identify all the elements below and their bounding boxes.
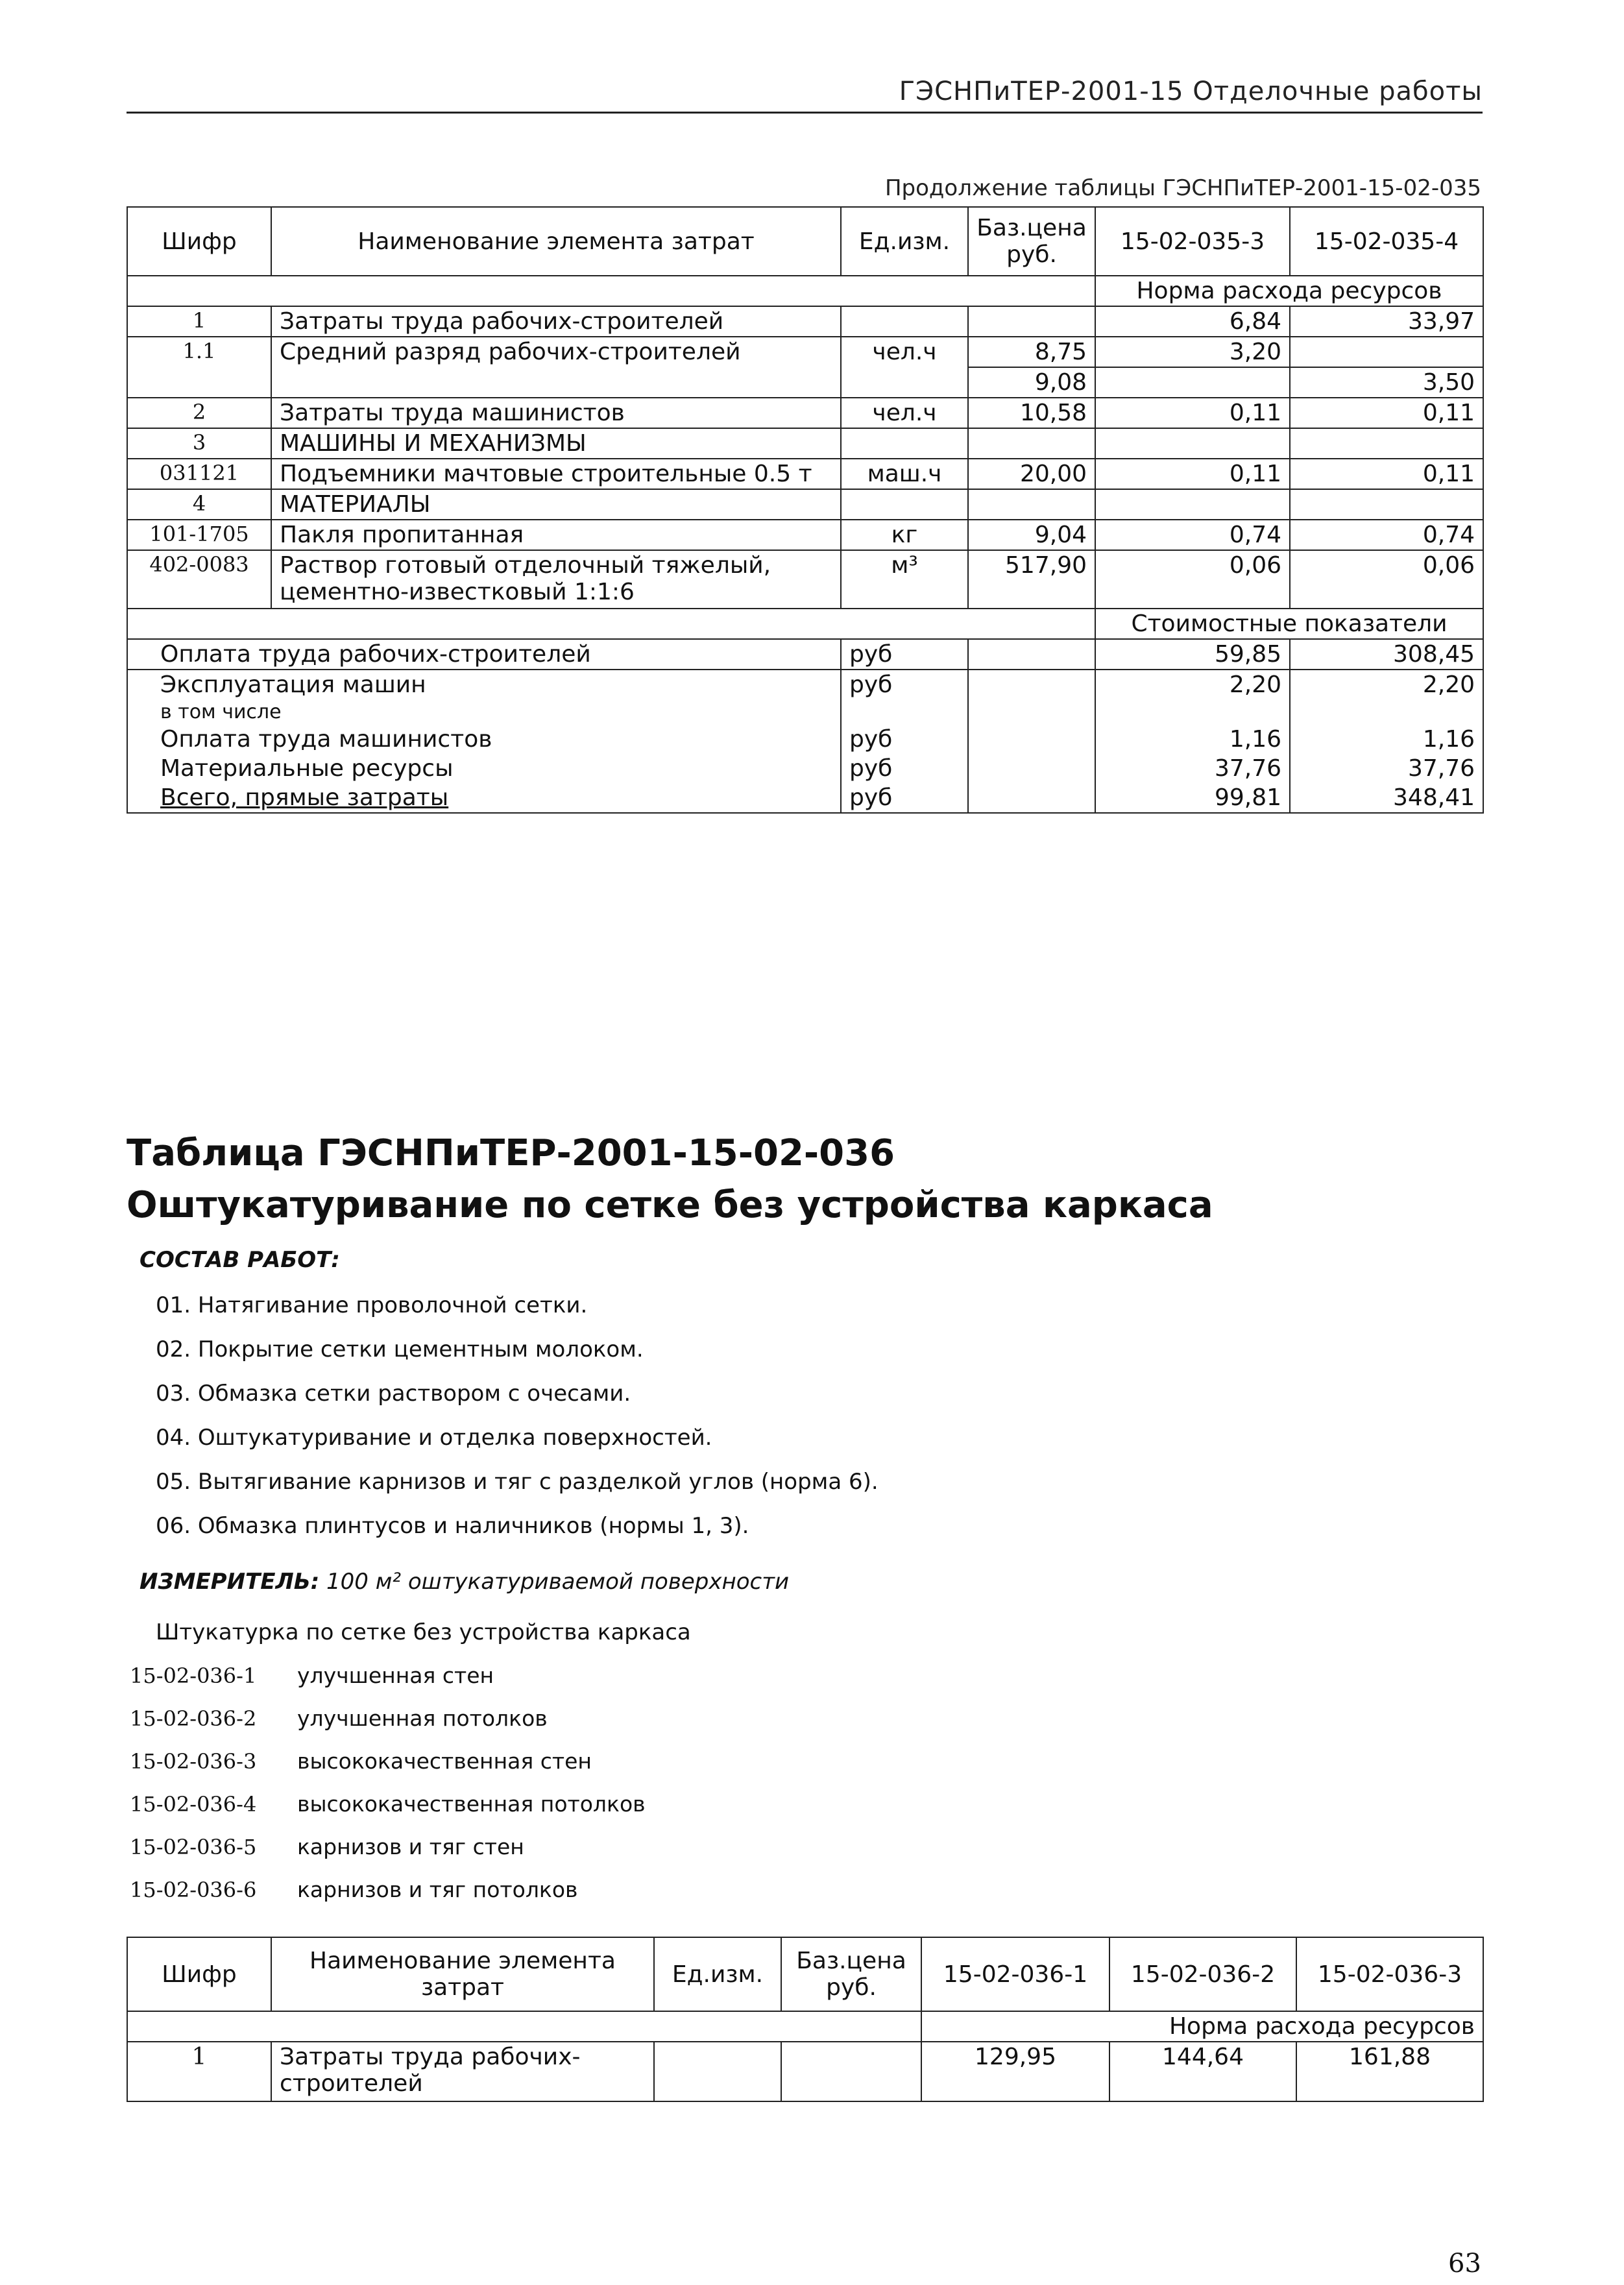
cell-code: 1 xyxy=(127,306,271,337)
col-header-name: Наименование элемента затрат xyxy=(271,1937,654,2011)
resource-table-035 xyxy=(127,206,1484,814)
cell-unit: маш.ч xyxy=(841,459,968,489)
cell-name: МАШИНЫ И МЕХАНИЗМЫ xyxy=(271,428,841,459)
cell-name: Средний разряд рабочих-строителей xyxy=(271,337,841,367)
cell-code: 031121 xyxy=(127,459,271,489)
variant-code: 15-02-036-4 xyxy=(130,1792,257,1817)
list-item xyxy=(130,1697,646,1740)
variant-label: высококачественная потолков xyxy=(297,1791,646,1817)
work-composition-list xyxy=(156,1283,879,1548)
table-title: Таблица ГЭСНПиТЕР-2001-15-02-036 xyxy=(127,1132,895,1174)
cell-value: 33,97 xyxy=(1290,306,1483,337)
cost-value: 1,16 xyxy=(1095,725,1290,754)
cell-code: 101-1705 xyxy=(127,520,271,550)
cell-unit xyxy=(654,2042,781,2101)
col-header-norm-2: 15-02-036-2 xyxy=(1109,1937,1296,2011)
variants-title: Штукатурка по сетке без устройства каркаса xyxy=(156,1619,691,1645)
cell-code: 3 xyxy=(127,428,271,459)
section-costs-label: Стоимостные показатели xyxy=(1095,609,1483,639)
table-row xyxy=(127,459,1483,489)
variant-code: 15-02-036-5 xyxy=(130,1835,257,1859)
variant-label: карнизов и тяг потолков xyxy=(297,1877,578,1902)
col-header-norm-2: 15-02-035-4 xyxy=(1290,207,1483,276)
cell-unit: чел.ч xyxy=(841,337,968,367)
cell-name: Подъемники мачтовые строительные 0.5 т xyxy=(271,459,841,489)
section-resources-label: Норма расхода ресурсов xyxy=(1095,276,1483,306)
cost-value xyxy=(1095,699,1290,725)
cost-unit: руб xyxy=(841,783,968,813)
cell-value: 0,06 xyxy=(1290,550,1483,609)
cost-row xyxy=(127,754,1483,783)
cost-value xyxy=(1290,699,1483,725)
table-row xyxy=(127,489,1483,520)
work-composition-label: СОСТАВ РАБОТ: xyxy=(139,1247,340,1273)
section-resources-label: Норма расхода ресурсов xyxy=(921,2011,1483,2042)
cost-value: 348,41 xyxy=(1290,783,1483,813)
col-header-norm-3: 15-02-036-3 xyxy=(1296,1937,1483,2011)
table-row xyxy=(127,520,1483,550)
table-row xyxy=(127,398,1483,428)
table-header-row xyxy=(127,207,1483,276)
cell-value: 129,95 xyxy=(921,2042,1109,2101)
cell-name xyxy=(271,367,841,398)
section-row xyxy=(127,276,1483,306)
cost-row xyxy=(127,725,1483,754)
measure-label: ИЗМЕРИТЕЛЬ: xyxy=(139,1569,320,1595)
list-item: 03. Обмазка сетки раствором с очесами. xyxy=(156,1381,631,1407)
cell-value xyxy=(1290,428,1483,459)
cell-price: 9,04 xyxy=(968,520,1095,550)
measure-unit-line xyxy=(139,1569,789,1595)
table-row xyxy=(127,306,1483,337)
running-title: ГЭСНПиТЕР-2001-15 Отделочные работы xyxy=(899,77,1483,106)
cost-name: Материальные ресурсы xyxy=(127,754,841,783)
cell-unit xyxy=(841,306,968,337)
cost-unit: руб xyxy=(841,754,968,783)
col-header-price: Баз.цена руб. xyxy=(781,1937,921,2011)
cell-value xyxy=(1290,489,1483,520)
col-header-norm-1: 15-02-035-3 xyxy=(1095,207,1290,276)
cell-code: 1.1 xyxy=(127,337,271,367)
cell-value: 0,11 xyxy=(1290,459,1483,489)
cost-value: 37,76 xyxy=(1095,754,1290,783)
cost-name: Эксплуатация машин xyxy=(127,670,841,699)
list-item xyxy=(130,1740,646,1783)
cell-price: 8,75 xyxy=(968,337,1095,367)
cell-value: 161,88 xyxy=(1296,2042,1483,2101)
cell-price: 10,58 xyxy=(968,398,1095,428)
cost-row xyxy=(127,783,1483,813)
cost-value: 308,45 xyxy=(1290,639,1483,670)
cell-value xyxy=(1095,367,1290,398)
cell-value: 0,74 xyxy=(1095,520,1290,550)
table-continuation-caption: Продолжение таблицы ГЭСНПиТЕР-2001-15-02-035 xyxy=(884,175,1481,201)
cell-price xyxy=(781,2042,921,2101)
list-item xyxy=(130,1783,646,1826)
cell-name: Затраты труда рабочих-строителей xyxy=(271,2042,654,2101)
list-item: 04. Оштукатуривание и отделка поверхностей. xyxy=(156,1425,712,1451)
cell-name: Раствор готовый отделочный тяжелый, цементно-известковый 1:1:6 xyxy=(271,550,841,609)
measure-value: 100 м² оштукатуриваемой поверхности xyxy=(326,1569,790,1595)
list-item xyxy=(130,1654,646,1697)
cell-unit: чел.ч xyxy=(841,398,968,428)
table-row xyxy=(127,337,1483,367)
cell-value xyxy=(1290,337,1483,367)
cell-code xyxy=(127,367,271,398)
page-number: 63 xyxy=(1448,2249,1481,2279)
variant-code: 15-02-036-3 xyxy=(130,1749,257,1774)
cell-value: 0,11 xyxy=(1095,459,1290,489)
cell-value xyxy=(1095,489,1290,520)
cost-row xyxy=(127,639,1483,670)
list-item: 06. Обмазка плинтусов и наличников (нормы 1, 3). xyxy=(156,1513,749,1539)
table-row xyxy=(127,367,1483,398)
cell-code: 1 xyxy=(127,2042,271,2101)
list-item: 05. Вытягивание карнизов и тяг с разделкой углов (норма 6). xyxy=(156,1469,879,1495)
cell-value: 0,06 xyxy=(1095,550,1290,609)
cell-price: 9,08 xyxy=(968,367,1095,398)
col-header-price: Баз.цена руб. xyxy=(968,207,1095,276)
variant-label: улучшенная потолков xyxy=(297,1706,548,1731)
col-header-code: Шифр xyxy=(127,1937,271,2011)
cell-unit xyxy=(841,428,968,459)
cell-value xyxy=(1095,428,1290,459)
cost-unit: руб xyxy=(841,670,968,699)
cost-unit xyxy=(841,699,968,725)
cell-price xyxy=(968,428,1095,459)
table-row xyxy=(127,550,1483,609)
cost-name: Оплата труда машинистов xyxy=(127,725,841,754)
variants-list xyxy=(130,1654,646,1911)
variant-label: высококачественная стен xyxy=(297,1748,592,1774)
cell-value: 0,11 xyxy=(1095,398,1290,428)
cost-value: 59,85 xyxy=(1095,639,1290,670)
cell-value: 3,50 xyxy=(1290,367,1483,398)
cell-name: МАТЕРИАЛЫ xyxy=(271,489,841,520)
cell-value: 0,11 xyxy=(1290,398,1483,428)
variant-code: 15-02-036-2 xyxy=(130,1706,257,1731)
variant-code: 15-02-036-6 xyxy=(130,1878,257,1902)
list-item: 01. Натягивание проволочной сетки. xyxy=(156,1292,588,1318)
table-row xyxy=(127,428,1483,459)
cell-unit: м³ xyxy=(841,550,968,609)
cell-value: 0,74 xyxy=(1290,520,1483,550)
col-header-unit: Ед.изм. xyxy=(841,207,968,276)
cell-price: 517,90 xyxy=(968,550,1095,609)
col-header-name: Наименование элемента затрат xyxy=(271,207,841,276)
cost-value: 1,16 xyxy=(1290,725,1483,754)
variant-label: карнизов и тяг стен xyxy=(297,1834,524,1859)
table-subtitle: Оштукатуривание по сетке без устройства каркаса xyxy=(127,1184,1213,1226)
col-header-norm-1: 15-02-036-1 xyxy=(921,1937,1109,2011)
cell-value: 144,64 xyxy=(1109,2042,1296,2101)
col-header-code: Шифр xyxy=(127,207,271,276)
list-item xyxy=(130,1826,646,1868)
table-header-row xyxy=(127,1937,1483,2011)
variant-code: 15-02-036-1 xyxy=(130,1663,257,1688)
cost-value: 2,20 xyxy=(1290,670,1483,699)
cost-row xyxy=(127,670,1483,699)
cell-price: 20,00 xyxy=(968,459,1095,489)
cell-price xyxy=(968,306,1095,337)
cost-value: 99,81 xyxy=(1095,783,1290,813)
col-header-unit: Ед.изм. xyxy=(654,1937,781,2011)
cost-name: в том числе xyxy=(127,699,841,725)
cell-name: Пакля пропитанная xyxy=(271,520,841,550)
cell-name: Затраты труда машинистов xyxy=(271,398,841,428)
cell-name: Затраты труда рабочих-строителей xyxy=(271,306,841,337)
cost-name: Всего, прямые затраты xyxy=(127,783,841,813)
cost-unit: руб xyxy=(841,725,968,754)
cell-unit: кг xyxy=(841,520,968,550)
section-row xyxy=(127,2011,1483,2042)
cell-value: 3,20 xyxy=(1095,337,1290,367)
cost-row xyxy=(127,699,1483,725)
cost-value: 2,20 xyxy=(1095,670,1290,699)
cell-code: 2 xyxy=(127,398,271,428)
list-item xyxy=(130,1868,646,1911)
running-header xyxy=(127,70,1483,114)
cell-price xyxy=(968,489,1095,520)
section-row xyxy=(127,609,1483,639)
list-item: 02. Покрытие сетки цементным молоком. xyxy=(156,1336,644,1362)
cost-name: Оплата труда рабочих-строителей xyxy=(127,639,841,670)
cell-code: 4 xyxy=(127,489,271,520)
table-row xyxy=(127,2042,1483,2101)
cell-value: 6,84 xyxy=(1095,306,1290,337)
variant-label: улучшенная стен xyxy=(297,1663,494,1688)
cell-unit xyxy=(841,489,968,520)
cost-value: 37,76 xyxy=(1290,754,1483,783)
resource-table-036 xyxy=(127,1937,1484,2102)
cost-unit: руб xyxy=(841,639,968,670)
cell-code: 402-0083 xyxy=(127,550,271,609)
cell-unit xyxy=(841,367,968,398)
